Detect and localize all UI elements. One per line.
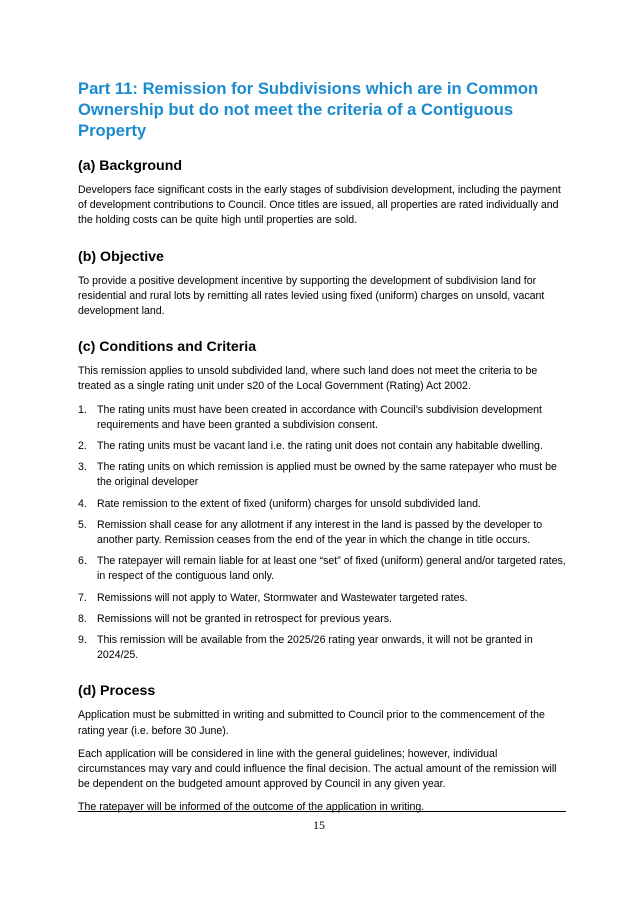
list-item: [78, 633, 566, 663]
paragraph: Developers face significant costs in the early stages of subdivision development, including the payment of development contributions to Council. Once titles are issued, all properties are rated individually and the holding costs can be quite high until properties are sold.: [78, 184, 561, 227]
section-heading: (d) Process: [78, 683, 156, 700]
list-number: 4.: [78, 497, 87, 510]
list-item: [78, 591, 566, 606]
list-number: 8.: [78, 612, 87, 625]
paragraph: Application must be submitted in writing and submitted to Council prior to the commencement of the rating year (i.e. before 30 June).: [78, 709, 545, 737]
section-heading: (a) Background: [78, 158, 183, 174]
list-text: This remission will be available from the 2025/26 rating year onwards, it will not be granted in 2024/25.: [97, 634, 533, 662]
section-objective: [78, 248, 566, 320]
list-number: 7.: [78, 591, 87, 604]
section-conditions: [78, 338, 566, 663]
section-background: [78, 157, 566, 229]
footer-divider: [78, 811, 566, 812]
list-item: [78, 403, 566, 433]
list-text: The ratepayer will remain liable for at least one “set” of fixed (uniform) general and/or targeted rates, in respect of the contiguous land only.: [97, 555, 566, 583]
list-text: The rating units must have been created in accordance with Council’s subdivision development requirements and have been granted a subdivision consent.: [97, 403, 542, 431]
list-item: [78, 439, 566, 454]
criteria-list: [78, 403, 566, 664]
list-item: [78, 497, 566, 512]
list-number: 3.: [78, 461, 87, 474]
list-item: [78, 612, 566, 627]
list-text: Remissions will not apply to Water, Stormwater and Wastewater targeted rates.: [97, 591, 468, 604]
document-body: [78, 78, 566, 835]
page-number: 15: [313, 818, 325, 832]
paragraph: The ratepayer will be informed of the outcome of the application in writing.: [78, 801, 425, 814]
list-item: [78, 518, 566, 548]
list-text: Rate remission to the extent of fixed (uniform) charges for unsold subdivided land.: [97, 497, 481, 510]
paragraph: To provide a positive development incentive by supporting the development of subdivision land for residential and rural lots by remitting all rates levied using fixed (uniform) charges on unsold, vacant development land.: [78, 274, 545, 318]
section-heading: (c) Conditions and Criteria: [78, 339, 257, 356]
paragraph: This remission applies to unsold subdivided land, where such land does not meet the criteria to be treated as a single rating unit under s20 of the Local Government (Rating) Act 2002.: [78, 365, 538, 393]
list-item: [78, 460, 566, 490]
list-text: The rating units must be vacant land i.e. the rating unit does not contain any habitable dwelling.: [97, 440, 543, 453]
page-title: Part 11: Remission for Subdivisions which are in Common Ownership but do not meet the criteria of a Contiguous Property: [78, 79, 539, 140]
paragraph: Each application will be considered in line with the general guidelines; however, individual circumstances may vary and could influence the final decision. The actual amount of the remission will be dependent on the budgeted amount approved by Council in any given year.: [78, 747, 557, 791]
section-heading: (b) Objective: [78, 248, 164, 265]
section-process: [78, 682, 566, 815]
list-text: The rating units on which remission is applied must be owned by the same ratepayer who must be the original developer: [97, 461, 557, 489]
list-text: Remissions will not be granted in retrospect for previous years.: [97, 612, 392, 625]
list-text: Remission shall cease for any allotment if any interest in the land is passed by the developer to another party. Remission ceases from the end of the year in which the change in title occurs.: [97, 518, 543, 547]
list-number: 9.: [78, 634, 87, 647]
list-item: [78, 554, 566, 584]
list-number: 6.: [78, 555, 87, 568]
list-number: 2.: [78, 440, 87, 453]
list-number: 5.: [78, 518, 87, 531]
list-number: 1.: [78, 403, 87, 416]
